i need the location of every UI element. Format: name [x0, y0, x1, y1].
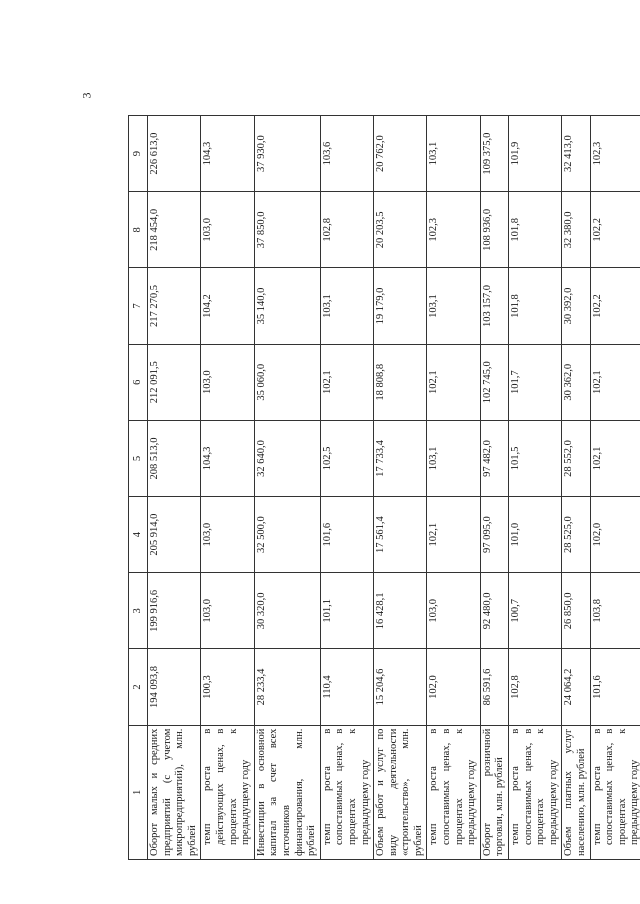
table-cell: 15 204,6: [374, 649, 427, 725]
table-cell: 30 362,0: [562, 344, 590, 420]
table-cell: 109 375,0: [480, 116, 508, 192]
table-cell: 102 745,0: [480, 344, 508, 420]
table-cell: 32 413,0: [562, 116, 590, 192]
table-cell: 101,9: [509, 116, 562, 192]
table-cell: 212 091,5: [148, 344, 201, 420]
table-cell: 19 179,0: [374, 268, 427, 344]
table-header-row: [129, 116, 148, 860]
table-row: [148, 116, 201, 860]
table-cell: 102,3: [590, 116, 640, 192]
table-cell: 217 270,5: [148, 268, 201, 344]
table-cell: 24 064,2: [562, 649, 590, 725]
table-cell: 103,1: [427, 420, 480, 496]
column-header: 5: [129, 420, 148, 496]
row-label: Оборот малых и средних предприятий (с учетом микропредприятий), млн. рублей: [148, 725, 201, 859]
table-cell: 205 914,0: [148, 497, 201, 573]
row-label: Объем платных услуг населению, млн. рублей: [562, 725, 590, 859]
table-cell: 104,3: [201, 420, 254, 496]
table-cell: 28 525,0: [562, 497, 590, 573]
table-cell: 102,5: [320, 420, 373, 496]
row-label: темп роста в сопоставимых ценах, в процентах к предыдущему году: [509, 725, 562, 859]
table-cell: 103,0: [201, 192, 254, 268]
column-header: 4: [129, 497, 148, 573]
row-label: темп роста в сопоставимых ценах, в процентах к предыдущему году: [427, 725, 480, 859]
table-cell: 218 454,0: [148, 192, 201, 268]
table-cell: 102,8: [509, 649, 562, 725]
table-row: [562, 116, 590, 860]
table-cell: 103,0: [201, 497, 254, 573]
table-cell: 103 157,0: [480, 268, 508, 344]
table-cell: 102,0: [590, 497, 640, 573]
table-cell: 102,1: [427, 497, 480, 573]
row-label: Оборот розничной торговли, млн. рублей: [480, 725, 508, 859]
row-label: темп роста в сопоставимых ценах, в процентах к предыдущему году: [320, 725, 373, 859]
table-cell: 102,1: [590, 344, 640, 420]
table-cell: 102,1: [320, 344, 373, 420]
table-cell: 16 428,1: [374, 573, 427, 649]
row-label: Инвестиции в основной капитал за счет всех источников финансирования, млн. рублей: [254, 725, 320, 859]
table-cell: 37 930,0: [254, 116, 320, 192]
table-cell: 103,8: [590, 573, 640, 649]
table-cell: 101,8: [509, 192, 562, 268]
table-cell: 103,1: [427, 268, 480, 344]
table-cell: 103,0: [201, 344, 254, 420]
table-cell: 108 936,0: [480, 192, 508, 268]
table-cell: 104,2: [201, 268, 254, 344]
table-cell: 28 552,0: [562, 420, 590, 496]
table-row: [254, 116, 320, 860]
table-row: [509, 116, 562, 860]
table-cell: 20 203,5: [374, 192, 427, 268]
column-header: 7: [129, 268, 148, 344]
table-cell: 30 320,0: [254, 573, 320, 649]
table-cell: 17 561,4: [374, 497, 427, 573]
table-cell: 103,1: [320, 268, 373, 344]
table-cell: 102,0: [427, 649, 480, 725]
table-cell: 104,3: [201, 116, 254, 192]
table-cell: 102,2: [590, 268, 640, 344]
table-row: [320, 116, 373, 860]
column-header: 8: [129, 192, 148, 268]
table-cell: 86 591,6: [480, 649, 508, 725]
table-cell: 101,0: [509, 497, 562, 573]
table-cell: 102,1: [427, 344, 480, 420]
table-cell: 101,1: [320, 573, 373, 649]
table-cell: 101,6: [590, 649, 640, 725]
table-cell: 101,5: [509, 420, 562, 496]
table-cell: 110,4: [320, 649, 373, 725]
indicators-table: [128, 115, 640, 860]
table-cell: 102,2: [590, 192, 640, 268]
table-row: [201, 116, 254, 860]
row-label: темп роста в действующих ценах, в процентах к предыдущему году: [201, 725, 254, 859]
table-cell: 101,7: [509, 344, 562, 420]
column-header: 9: [129, 116, 148, 192]
table-body: [148, 116, 640, 860]
table-cell: 226 613,0: [148, 116, 201, 192]
table-cell: 194 093,8: [148, 649, 201, 725]
table-cell: 97 482,0: [480, 420, 508, 496]
table-cell: 102,3: [427, 192, 480, 268]
table-cell: 103,0: [201, 573, 254, 649]
table-cell: 100,3: [201, 649, 254, 725]
table-cell: 101,6: [320, 497, 373, 573]
table-cell: 199 916,6: [148, 573, 201, 649]
column-header: 3: [129, 573, 148, 649]
table-cell: 18 808,8: [374, 344, 427, 420]
column-header: 1: [129, 725, 148, 859]
table-cell: 28 233,4: [254, 649, 320, 725]
table-cell: 32 640,0: [254, 420, 320, 496]
table-cell: 20 762,0: [374, 116, 427, 192]
row-label: Объем работ и услуг по виду деятельности «строительство», млн. рублей: [374, 725, 427, 859]
table-cell: 32 380,0: [562, 192, 590, 268]
table-cell: 37 850,0: [254, 192, 320, 268]
column-header: 2: [129, 649, 148, 725]
table-cell: 17 733,4: [374, 420, 427, 496]
page-number: 3: [79, 92, 94, 99]
table-cell: 35 060,0: [254, 344, 320, 420]
table-container: [128, 115, 640, 860]
table-cell: 103,0: [427, 573, 480, 649]
table-row: [590, 116, 640, 860]
table-cell: 102,8: [320, 192, 373, 268]
table-cell: 32 500,0: [254, 497, 320, 573]
table-cell: 208 513,0: [148, 420, 201, 496]
table-cell: 30 392,0: [562, 268, 590, 344]
table-cell: 35 140,0: [254, 268, 320, 344]
table-cell: 103,1: [427, 116, 480, 192]
table-cell: 97 095,0: [480, 497, 508, 573]
table-cell: 26 850,0: [562, 573, 590, 649]
table-cell: 100,7: [509, 573, 562, 649]
row-label: темп роста в сопоставимых ценах, в процентах к предыдущему году: [590, 725, 640, 859]
table-row: [427, 116, 480, 860]
table-cell: 101,8: [509, 268, 562, 344]
column-header: 6: [129, 344, 148, 420]
table-cell: 92 480,0: [480, 573, 508, 649]
table-cell: 102,1: [590, 420, 640, 496]
table-row: [374, 116, 427, 860]
table-row: [480, 116, 508, 860]
table-cell: 103,6: [320, 116, 373, 192]
